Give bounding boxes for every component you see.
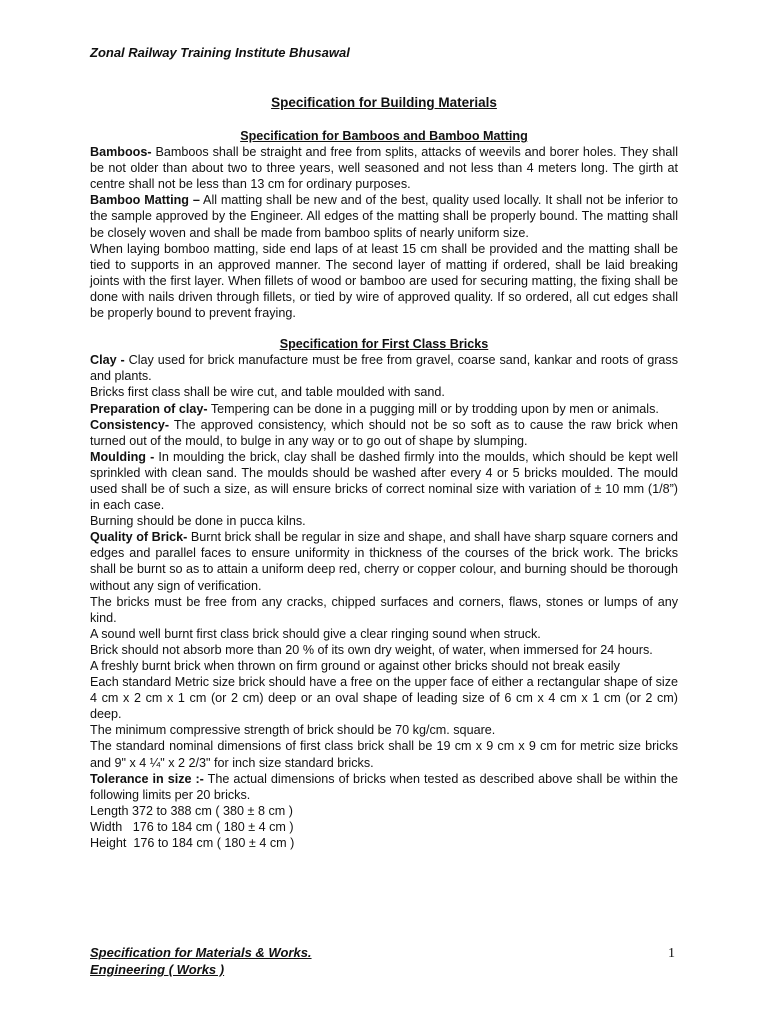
paragraph-strength: The minimum compressive strength of brick should be 70 kg/cm. square. <box>90 723 496 738</box>
paragraph-dimensions: The standard nominal dimensions of first class brick shall be 19 cm x 9 cm x 9 cm for metric size bricks and 9" x 4 ¼" x 2 2/3" for inch size standard bricks. <box>90 739 678 770</box>
paragraph-cracks: The bricks must be free from any cracks, chipped surfaces and corners, flaws, stones or lumps of any kind. <box>90 594 678 625</box>
text-bamboos: Bamboos shall be straight and free from splits, attacks of weevils and borer holes. They shall be not older than about two to three years, well seasoned and not less than 4 meters long. The girth at centre shall not be less than 13 cm for ordinary purposes. <box>90 145 678 192</box>
text-bamboo-matting: All matting shall be new and of the best, quality used locally. It shall not be inferior to the sample approved by the Engineer. All edges of the matting shall be properly bound. The matting shall be closely woven and shall be made from bamboo splits of nearly uniform size. <box>90 193 678 240</box>
paragraph-frog: Each standard Metric size brick should have a free on the upper face of either a rectangular shape of size 4 cm x 2 cm x 1 cm (or 2 cm) deep or an oval shape of leading size of 6 cm x 4 cm x 1 cm (or 2 cm) deep. <box>90 675 678 722</box>
tolerance-length: Length 372 to 388 cm ( 380 ± 8 cm ) <box>90 803 293 818</box>
paragraph-ringing: A sound well burnt first class brick should give a clear ringing sound when struck. <box>90 626 541 641</box>
paragraph-tolerance <box>90 771 678 803</box>
paragraph-freshly-burnt: A freshly burnt brick when thrown on firm ground or against other bricks should not break easily <box>90 659 620 673</box>
label-consistency: Consistency- <box>90 417 170 432</box>
label-tolerance: Tolerance in size :- <box>90 771 204 786</box>
label-moulding: Moulding - <box>90 449 155 464</box>
page-number: 1 <box>668 946 675 961</box>
label-bamboos: Bamboos- <box>90 145 152 160</box>
document-title: Specification for Building Materials <box>271 95 497 110</box>
label-bamboo-matting: Bamboo Matting – <box>90 193 200 208</box>
paragraph-quality <box>90 529 678 593</box>
label-preparation: Preparation of clay- <box>90 401 208 416</box>
text-moulding: In moulding the brick, clay shall be dashed firmly into the moulds, which should be kept well sprinkled with clean sand. The moulds should be washed after every 4 or 5 bricks moulded. The mould used shall be of such a size, as will ensure bricks of correct nominal size with variation of ± 10 mm (1/8”) in each case. <box>90 449 679 513</box>
text-tolerance: The actual dimensions of bricks when tested as described above shall be within the following limits per 20 bricks. <box>90 771 678 802</box>
paragraph-bamboos <box>90 144 678 192</box>
paragraph-burning: Burning should be done in pucca kilns. <box>90 514 306 529</box>
paragraph-preparation <box>90 401 678 417</box>
footer-line-2: Engineering ( Works ) <box>90 962 225 977</box>
tolerance-height: Height 176 to 184 cm ( 180 ± 4 cm ) <box>90 836 295 851</box>
document-body <box>90 94 678 851</box>
label-quality: Quality of Brick- <box>90 530 188 545</box>
paragraph-absorption: Brick should not absorb more than 20 % of its own dry weight, of water, when immersed for 24 hours. <box>90 642 653 657</box>
paragraph-bamboo-matting <box>90 192 678 240</box>
paragraph-laying-matting: When laying bomboo matting, side end laps of at least 15 cm shall be provided and the matting shall be tied to supports in an approved manner. The second layer of matting if ordered, shall be laid breaking joints with the first layer. When fillets of wood or bamboo are used for securing matting, the fixing shall be done with nails driven through fillets, or tied by wire of approved quality. If so ordered, all cut edges shall be properly bound to prevent fraying. <box>90 241 678 321</box>
paragraph-wire-cut: Bricks first class shall be wire cut, and table moulded with sand. <box>90 385 445 400</box>
tolerance-width: Width 176 to 184 cm ( 180 ± 4 cm ) <box>90 819 294 834</box>
section-heading-bamboos: Specification for Bamboos and Bamboo Matting <box>240 129 528 143</box>
paragraph-clay <box>90 352 678 384</box>
section-heading-bricks: Specification for First Class Bricks <box>279 337 489 352</box>
text-clay: Clay used for brick manufacture must be free from gravel, coarse sand, kankar and roots of grass and plants. <box>90 353 679 384</box>
page-footer <box>90 944 312 978</box>
label-clay: Clay - <box>90 353 125 368</box>
footer-line-1: Specification for Materials & Works. <box>90 945 312 960</box>
page-header: Zonal Railway Training Institute Bhusawal <box>90 45 350 60</box>
text-quality: Burnt brick shall be regular in size and shape, and shall have sharp square corners and edges and parallel faces to ensure uniformity in thickness of the courses of the brick work. The bricks shall be burnt so as to attain a uniform deep red, cherry or copper colour, and burning should be thorough without any sign of verification. <box>90 530 678 593</box>
text-preparation: Tempering can be done in a pugging mill or by trodding upon by men or animals. <box>207 401 659 416</box>
text-consistency: The approved consistency, which should not be so soft as to cause the raw brick when turned out of the mould, to bulge in any way or to go out of shape by slumping. <box>90 417 678 448</box>
paragraph-consistency <box>90 417 678 449</box>
paragraph-moulding <box>90 449 678 513</box>
